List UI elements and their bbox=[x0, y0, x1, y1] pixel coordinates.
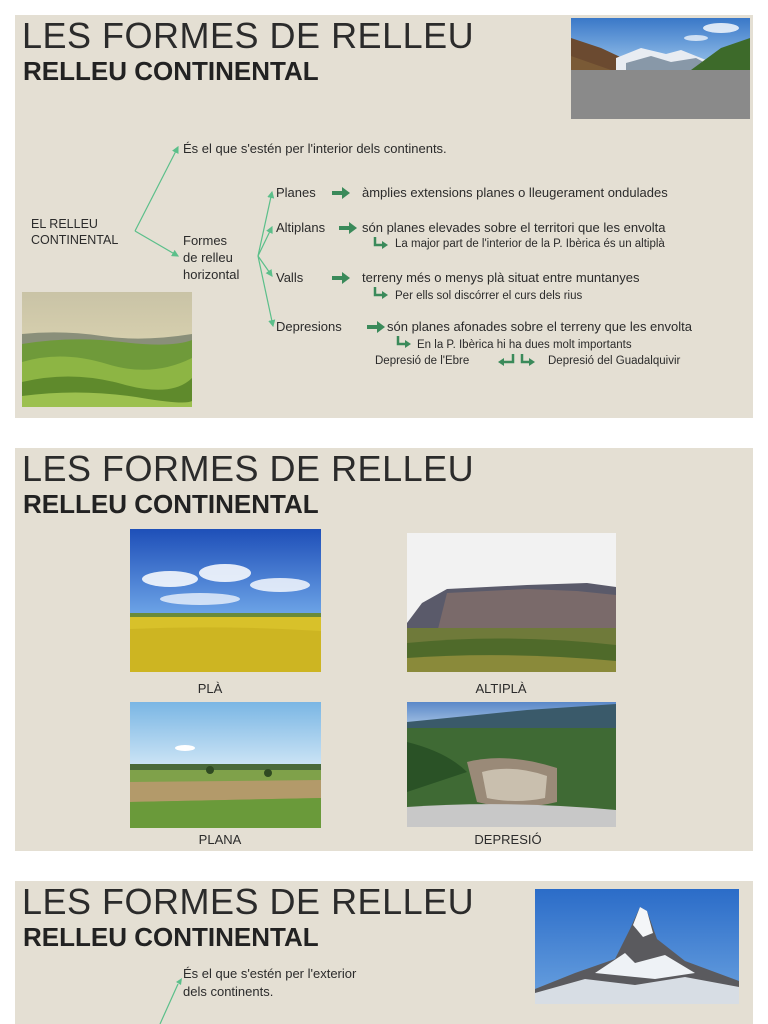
definition-text: És el que s'estén per l'exterior dels continents. bbox=[183, 966, 357, 999]
slide-title: LES FORMES DE RELLEU bbox=[22, 448, 475, 489]
caption-plana: PLANA bbox=[198, 832, 242, 847]
caption-pla: PLÀ bbox=[197, 681, 223, 696]
item-label-valls: Valls bbox=[276, 270, 304, 285]
item-desc-depresions: són planes afonades sobre el terreny que les envolta bbox=[387, 319, 692, 334]
depression-photo bbox=[407, 702, 616, 827]
slide-3 bbox=[15, 881, 753, 1024]
item-label-depresions: Depresions bbox=[276, 319, 342, 334]
item-label-altiplans: Altiplans bbox=[276, 220, 326, 235]
definition-text: És el que s'estén per l'interior dels continents. bbox=[183, 141, 447, 156]
slide-subtitle: RELLEU CONTINENTAL bbox=[23, 56, 319, 86]
item-label-planes: Planes bbox=[276, 185, 316, 200]
slide-subtitle: RELLEU CONTINENTAL bbox=[23, 922, 319, 952]
diagram-root-label: EL RELLEU CONTINENTAL bbox=[31, 217, 119, 247]
caption-altipla: ALTIPLÀ bbox=[475, 681, 527, 696]
depression-guadalquivir: Depresió del Guadalquivir bbox=[548, 355, 681, 367]
slide-subtitle: RELLEU CONTINENTAL bbox=[23, 489, 319, 519]
valley-plain-photo bbox=[130, 702, 321, 828]
plateau-photo bbox=[407, 533, 616, 672]
item-note-depresions: En la P. Ibèrica hi ha dues molt importants bbox=[417, 339, 632, 351]
item-desc-planes: àmplies extensions planes o lleugerament ondulades bbox=[362, 185, 668, 200]
diagram-connectors bbox=[15, 881, 753, 1024]
slide-2 bbox=[15, 448, 753, 851]
slide-1 bbox=[15, 15, 753, 418]
item-note-valls: Per ells sol discórrer el curs dels rius bbox=[395, 290, 583, 302]
slide-title: LES FORMES DE RELLEU bbox=[22, 15, 475, 56]
item-desc-valls: terreny més o menys plà situat entre muntanyes bbox=[362, 270, 640, 285]
slide-title: LES FORMES DE RELLEU bbox=[22, 881, 475, 922]
item-desc-altiplans: són planes elevades sobre el territori que les envolta bbox=[362, 220, 666, 235]
item-note-altiplans: La major part de l'interior de la P. Ibèrica és un altiplà bbox=[395, 238, 665, 250]
depression-ebre: Depresió de l'Ebre bbox=[375, 355, 470, 367]
branch-label: Formes de relleu horizontal bbox=[183, 233, 240, 282]
caption-depresio: DEPRESIÓ bbox=[474, 832, 542, 847]
plain-photo bbox=[130, 529, 321, 672]
